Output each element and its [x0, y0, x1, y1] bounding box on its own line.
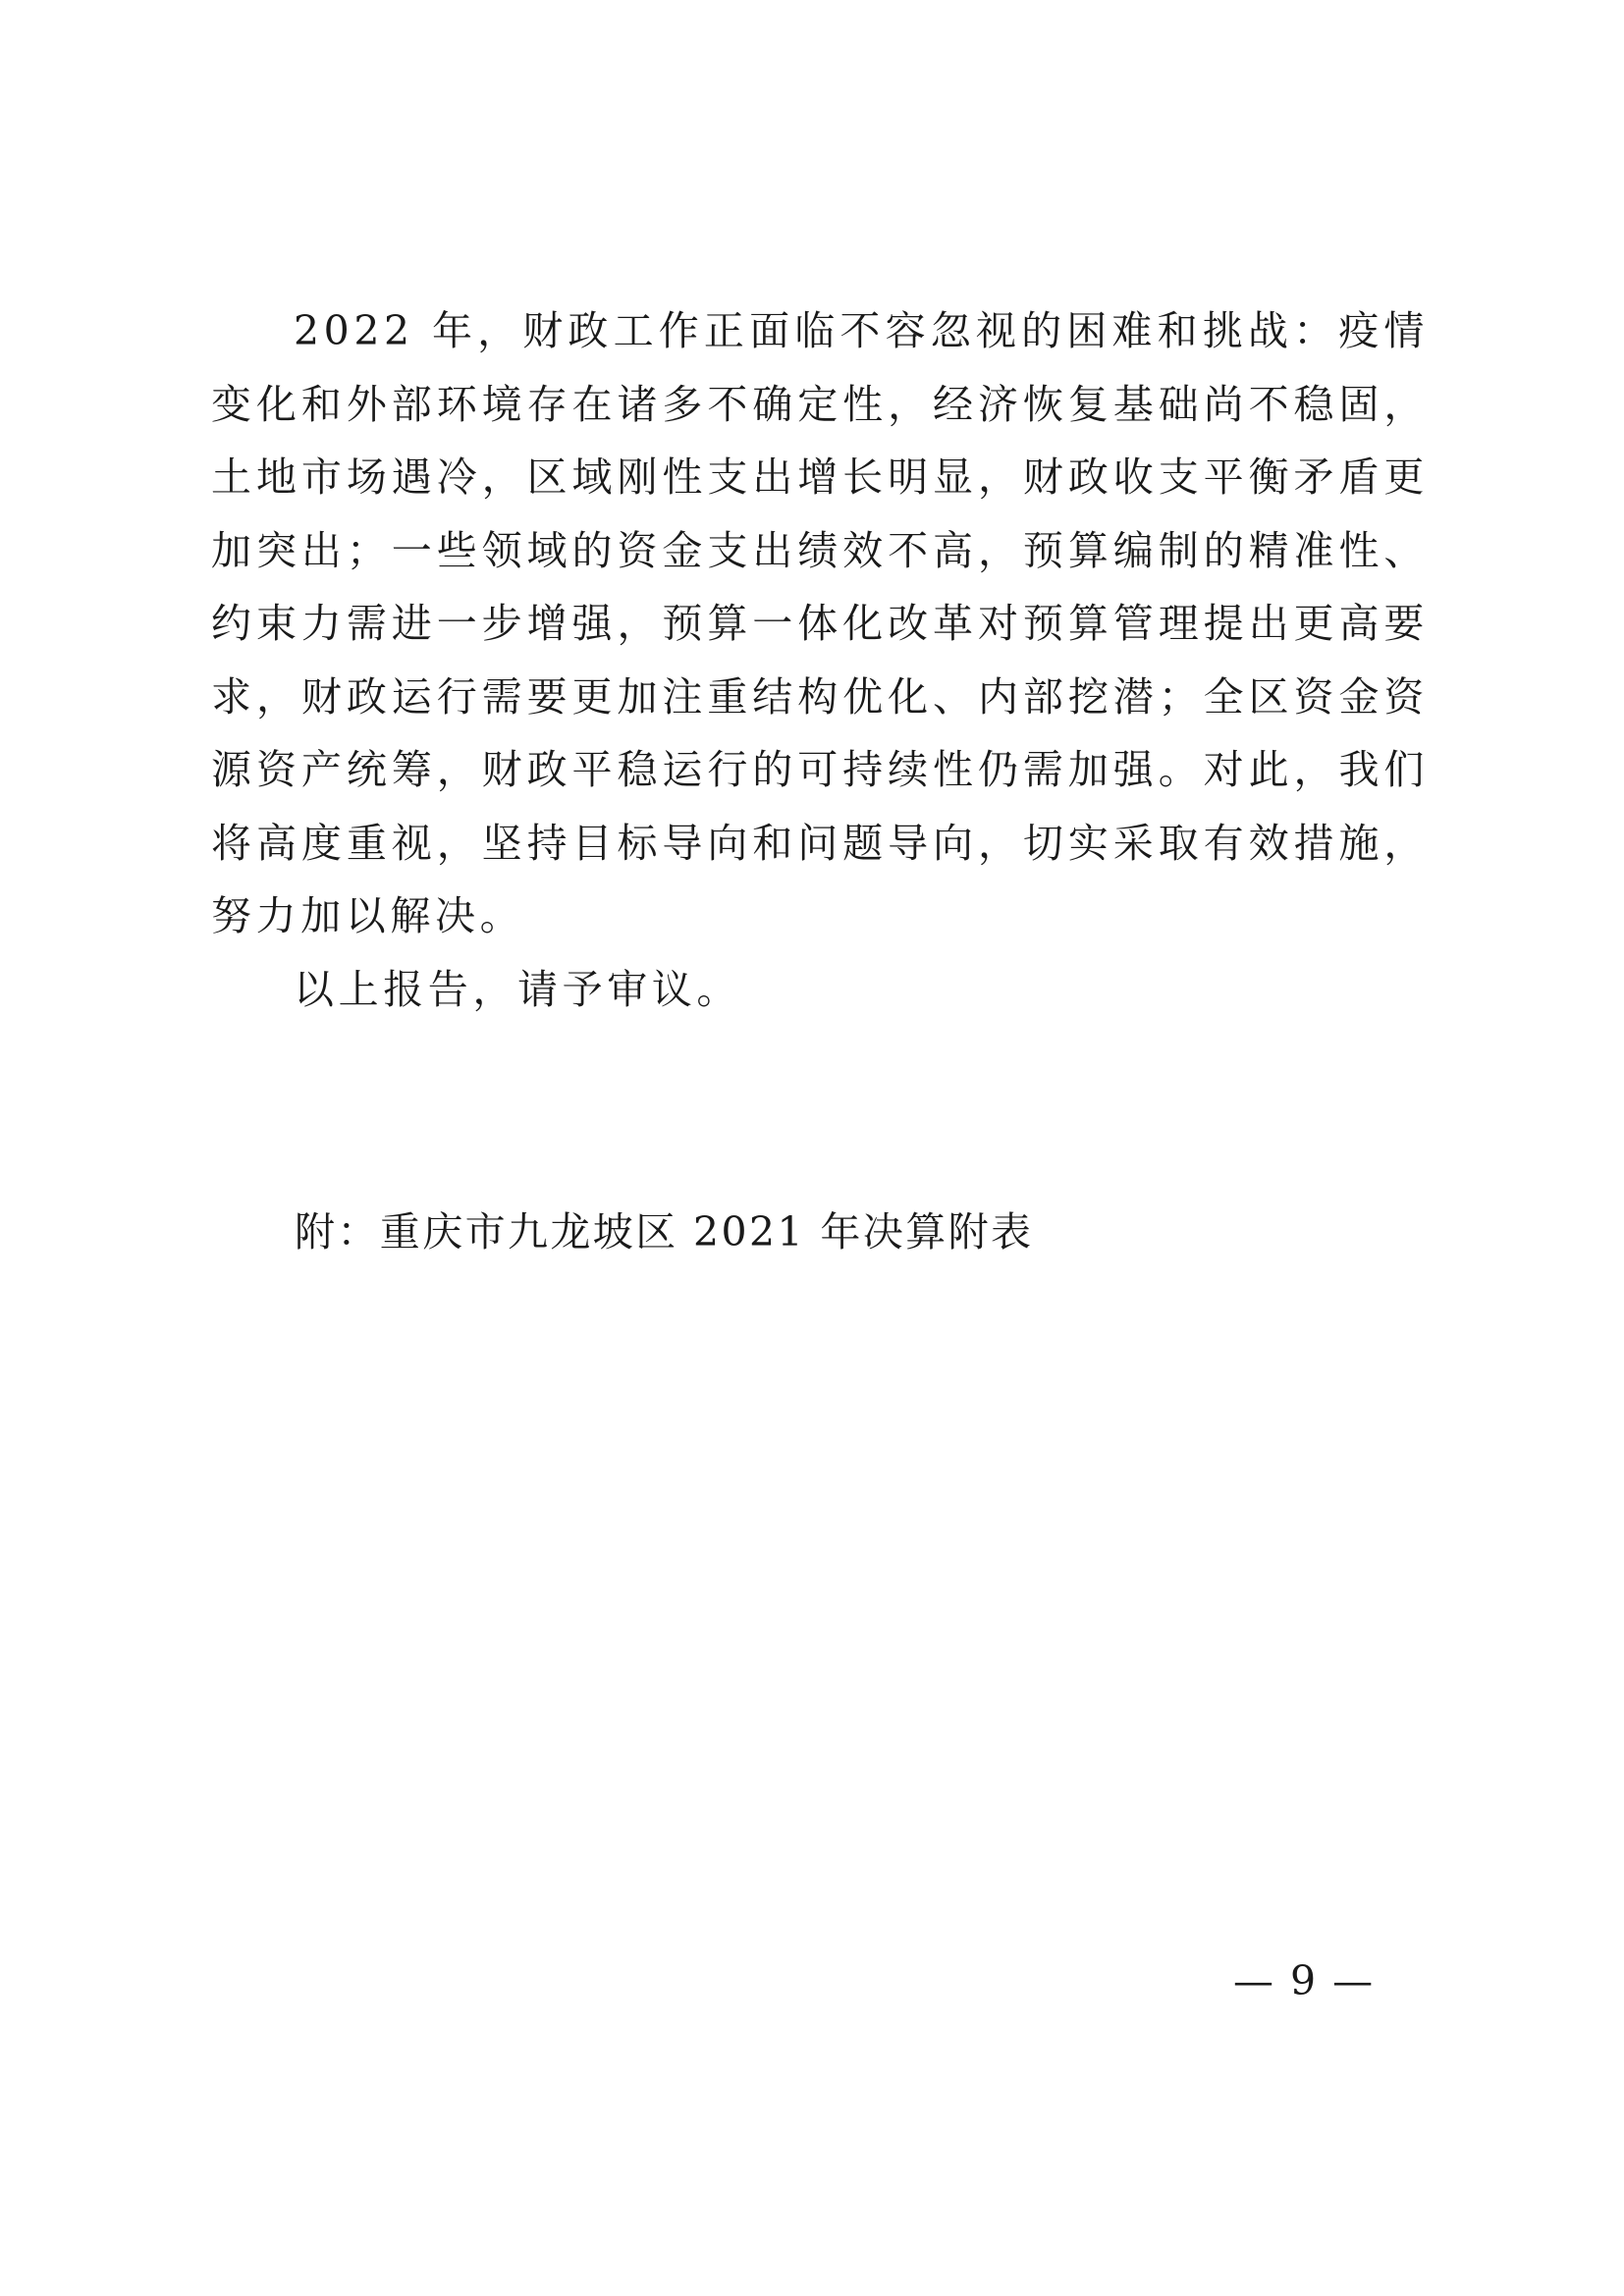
paragraph-challenges: 2022 年，财政工作正面临不容忽视的困难和挑战：疫情变化和外部环境存在诸多不确定性，经济恢复基础尚不稳固，土地市场遇冷，区域刚性支出增长明显，财政收支平衡矛盾更加突出；一些领域的资金支出绩效不高，预算编制的精准性、约束力需进一步增强，预算一体化改革对预算管理提出更高要求，财政运行需要更加注重结构优化、内部挖潜；全区资金资源资产统筹，财政平稳运行的可持续性仍需加强。对此，我们将高度重视，坚持目标导向和问题导向，切实采取有效措施，努力加以解决。 [211, 307, 1429, 939]
document-body [211, 294, 1429, 1026]
paragraph-closing: 以上报告，请予审议。 [294, 965, 741, 1013]
page-number: — 9 — [1233, 1957, 1376, 2004]
attachment-note: 附：重庆市九龙坡区 2021 年决算附表 [295, 1208, 1034, 1255]
